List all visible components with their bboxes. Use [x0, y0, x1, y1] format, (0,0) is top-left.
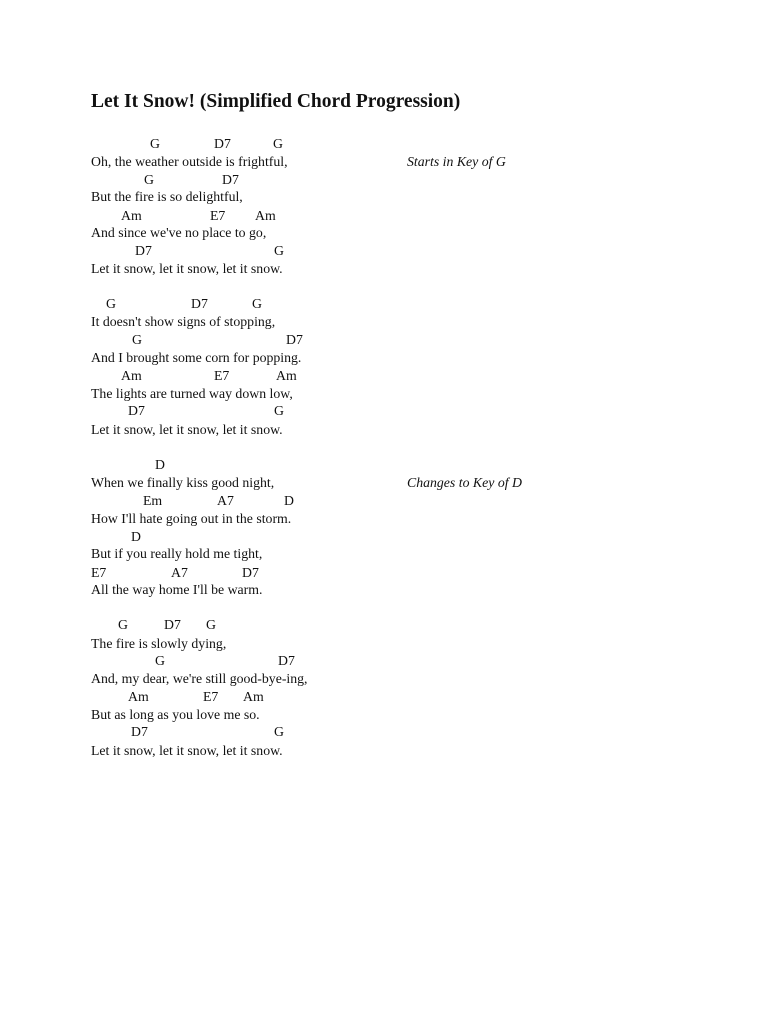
key-note: Starts in Key of G [407, 154, 506, 169]
chord: Am [121, 368, 142, 383]
lyric-line: Let it snow, let it snow, let it snow. [91, 422, 283, 437]
chord: Am [276, 368, 297, 383]
chord: D7 [214, 136, 231, 151]
chord: D7 [135, 243, 152, 258]
lyric-line: And I brought some corn for popping. [91, 350, 302, 365]
lyric-line: All the way home I'll be warm. [91, 582, 263, 597]
lyric-line: And, my dear, we're still good-bye-ing, [91, 671, 308, 686]
chord: E7 [203, 689, 219, 704]
chord: D7 [278, 653, 295, 668]
chord: G [206, 617, 216, 632]
chord: G [273, 136, 283, 151]
lyric-line: When we finally kiss good night, [91, 475, 275, 490]
chord: D7 [131, 724, 148, 739]
chord: Am [243, 689, 264, 704]
chord: G [144, 172, 154, 187]
lyric-line: How I'll hate going out in the storm. [91, 511, 292, 526]
chord: A7 [217, 493, 234, 508]
chord: E7 [214, 368, 230, 383]
chord: D [284, 493, 294, 508]
chord: Am [128, 689, 149, 704]
lyric-line: The fire is slowly dying, [91, 636, 227, 651]
chord: G [132, 332, 142, 347]
chord: G [155, 653, 165, 668]
lyric-line: The lights are turned way down low, [91, 386, 293, 401]
chord: G [150, 136, 160, 151]
lyric-line: But the fire is so delightful, [91, 189, 243, 204]
lyric-line: Oh, the weather outside is frightful, [91, 154, 288, 169]
chord: D7 [222, 172, 239, 187]
chord: G [106, 296, 116, 311]
chord: D [131, 529, 141, 544]
chord: Am [255, 208, 276, 223]
chord: D7 [128, 403, 145, 418]
chord: Em [143, 493, 163, 508]
chord: D7 [164, 617, 181, 632]
chord: D7 [286, 332, 303, 347]
chord: D [155, 457, 165, 472]
chord: G [252, 296, 262, 311]
chord: G [274, 403, 284, 418]
lyric-line: Let it snow, let it snow, let it snow. [91, 743, 283, 758]
key-note: Changes to Key of D [407, 475, 522, 490]
chord: D7 [242, 565, 259, 580]
lyric-line: But if you really hold me tight, [91, 546, 263, 561]
chord: G [274, 243, 284, 258]
lyric-line: And since we've no place to go, [91, 225, 267, 240]
lyric-line: But as long as you love me so. [91, 707, 260, 722]
chord: D7 [191, 296, 208, 311]
chord: Am [121, 208, 142, 223]
chord: E7 [91, 565, 107, 580]
chord: G [118, 617, 128, 632]
lyric-line: It doesn't show signs of stopping, [91, 314, 276, 329]
song-title: Let It Snow! (Simplified Chord Progression) [91, 91, 461, 112]
chord: G [274, 724, 284, 739]
chord: E7 [210, 208, 226, 223]
lyric-line: Let it snow, let it snow, let it snow. [91, 261, 283, 276]
chord: A7 [171, 565, 188, 580]
